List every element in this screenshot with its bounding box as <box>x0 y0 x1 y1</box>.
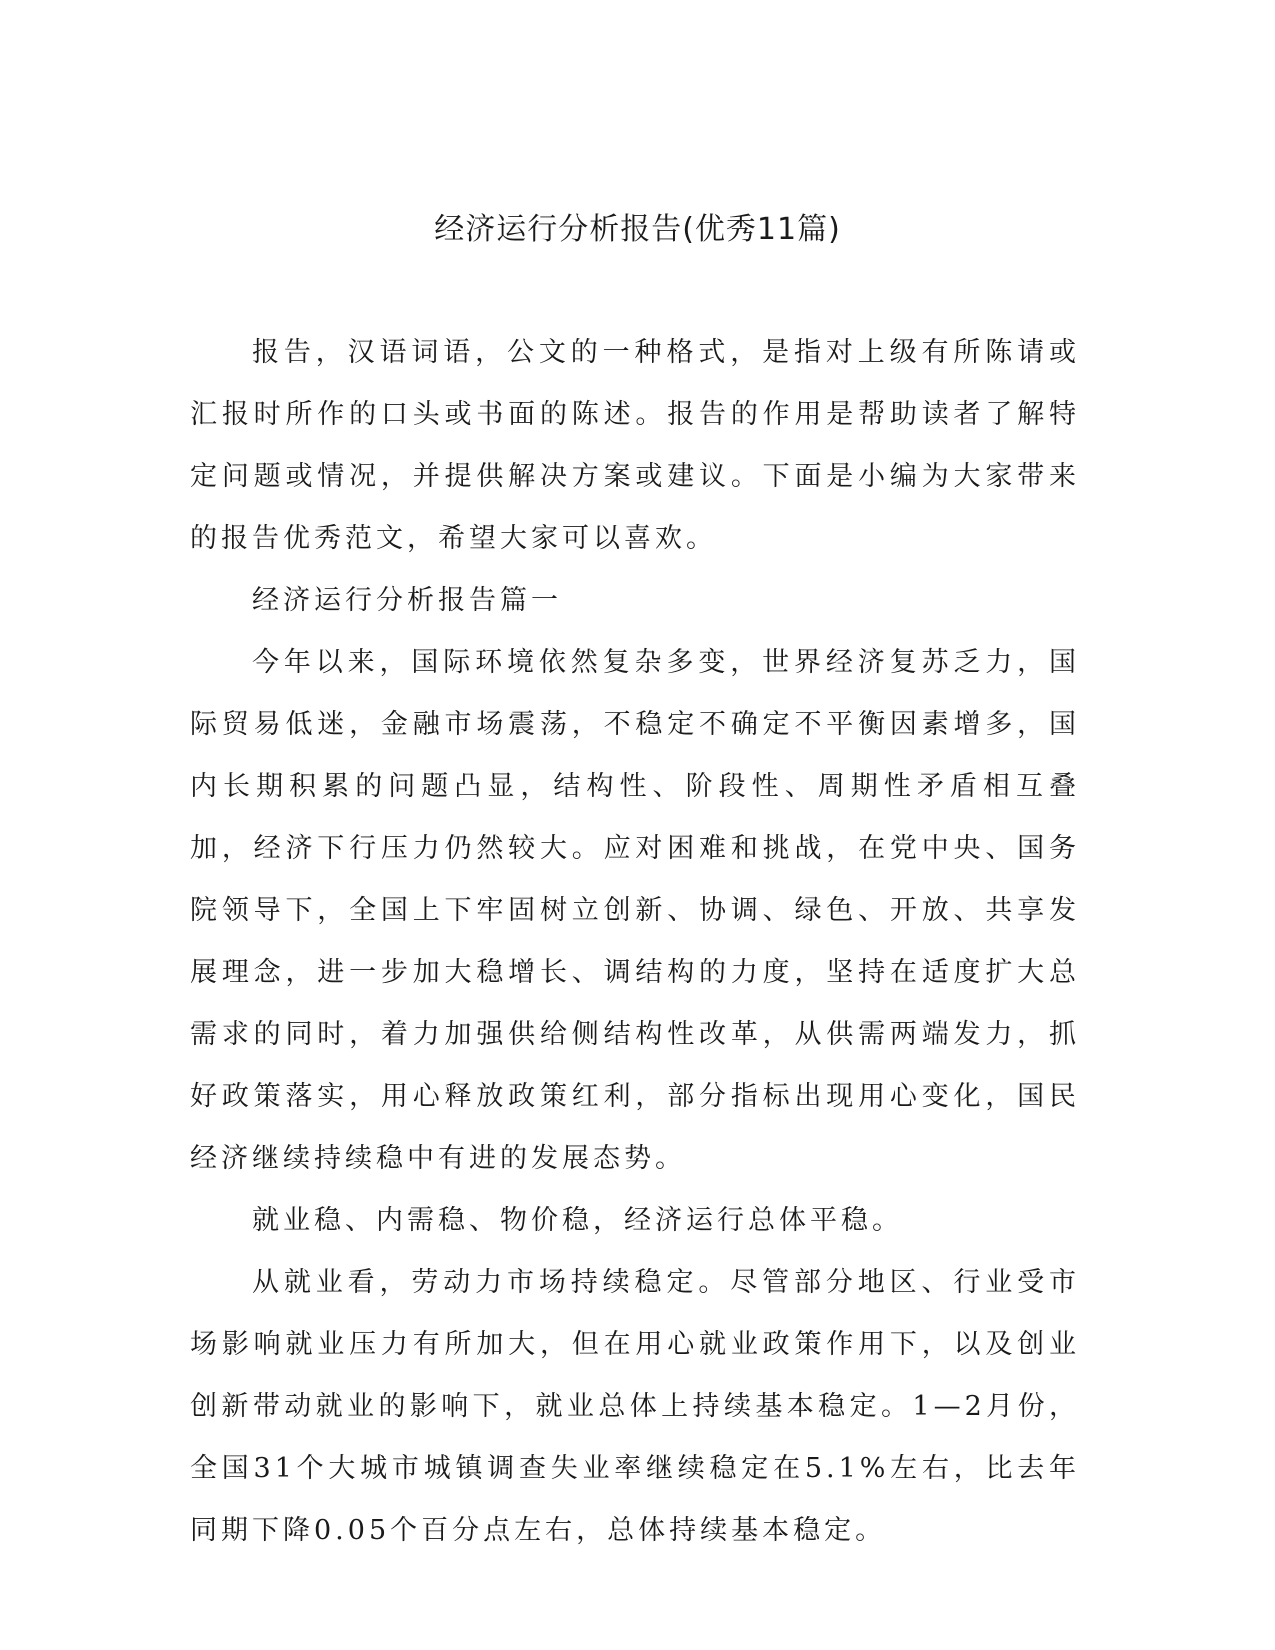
document-title: 经济运行分析报告(优秀11篇) <box>434 212 841 247</box>
body-paragraph: 就业稳、内需稳、物价稳，经济运行总体平稳。 <box>252 1205 903 1236</box>
section-heading: 经济运行分析报告篇一 <box>252 585 562 616</box>
body-paragraph: 今年以来，国际环境依然复杂多变，世界经济复苏乏力，国际贸易低迷，金融市场震荡，不稳定不确定不平衡因素增多，国内长期积累的问题凸显，结构性、阶段性、周期性矛盾相互叠加，经济下行压力仍然较大。应对困难和挑战，在党中央、国务院领导下，全国上下牢固树立创新、协调、绿色、开放、共享发展理念，进一步加大稳增长、调结构的力度，坚持在适度扩大总需求的同时，着力加强供给侧结构性改革，从供需两端发力，抓好政策落实，用心释放政策红利，部分指标出现用心变化，国民经济继续持续稳中有进的发展态势。 <box>190 647 1080 1174</box>
document-body <box>190 322 1080 1562</box>
intro-paragraph: 报告，汉语词语，公文的一种格式，是指对上级有所陈请或汇报时所作的口头或书面的陈述。报告的作用是帮助读者了解特定问题或情况，并提供解决方案或建议。下面是小编为大家带来的报告优秀范文，希望大家可以喜欢。 <box>190 337 1080 554</box>
body-paragraph: 从就业看，劳动力市场持续稳定。尽管部分地区、行业受市场影响就业压力有所加大，但在用心就业政策作用下，以及创业创新带动就业的影响下，就业总体上持续基本稳定。1—2月份，全国31个大城市城镇调查失业率继续稳定在5.1%左右，比去年同期下降0.05个百分点左右，总体持续基本稳定。 <box>190 1267 1080 1546</box>
